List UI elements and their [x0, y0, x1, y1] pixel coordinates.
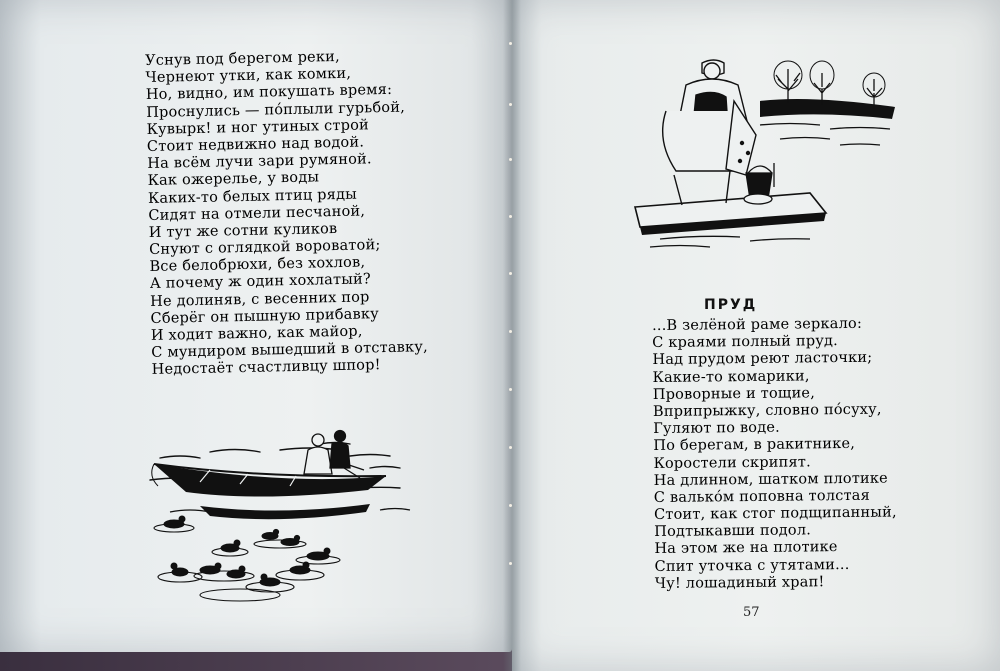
pond-illustration [630, 45, 905, 255]
poem-line: Сидят на отмели песчаной, [148, 203, 366, 224]
poem-line: Не долиняв, с весенних пор [150, 288, 370, 310]
boat-illustration [140, 420, 420, 610]
poem-line: Какие-то комарики, [652, 367, 810, 386]
poem-line: Уснув под берегом реки, [145, 48, 340, 69]
stitch [509, 215, 512, 218]
poem-line: По берегам, в ракитнике, [653, 436, 856, 455]
poem-line: Проснулись — пóплыли гурьбой, [146, 99, 406, 121]
stitch [509, 388, 512, 391]
poem-line: Снуют с оглядкой вороватой; [148, 237, 381, 259]
poem-line: Недостаёт счастливцу шпор! [151, 357, 381, 379]
poem-line: Чернеют утки, как комки, [145, 65, 352, 87]
poem-line: Все белобрюхи, без хохлов, [149, 254, 366, 276]
stitch [509, 158, 512, 161]
poem-line: Каких-то белых птиц ряды [147, 186, 358, 207]
book-gutter [503, 0, 521, 671]
poem-line: Спит уточка с утятами... [654, 556, 850, 575]
page-number: 57 [743, 605, 760, 620]
poem-line: И тут же сотни куликов [148, 220, 338, 241]
poem-line: На длинном, шатком плотике [653, 470, 889, 489]
poem-line: Гуляют по воде. [653, 419, 781, 438]
poem-line: Коростели скрипят. [653, 453, 811, 472]
poem-line: Как ожерелье, у воды [147, 169, 320, 190]
poem-line: Сберёг он пышную прибавку [150, 305, 380, 327]
poem-line: С валькóм поповна толстая [653, 487, 871, 506]
right-poem [652, 315, 898, 593]
poem-line: С мундиром вышедший в отставку, [151, 339, 429, 362]
poem-line: И ходит важно, как майор, [150, 323, 363, 344]
stitch [509, 272, 512, 275]
poem-line: С краями полный пруд. [652, 333, 839, 352]
poem-line: А почему ж один хохлатый? [149, 271, 372, 293]
poem-line: Но, видно, им покушать время: [145, 82, 393, 104]
stitch [509, 562, 512, 565]
poem-title: ПРУД [704, 297, 758, 313]
poem-line: На этом же на плотике [654, 539, 838, 558]
poem-line: Кувырк! и ног утиных строй [146, 117, 370, 138]
poem-line: Проворные и тощие, [652, 385, 816, 403]
poem-line: Подтыкавши подол. [654, 522, 812, 541]
stitch [509, 42, 512, 45]
stitch [509, 504, 512, 507]
stitch [509, 330, 512, 333]
poem-line: Стоит недвижно над водой. [146, 134, 365, 155]
left-poem [145, 47, 428, 379]
stitch [509, 103, 512, 106]
poem-line: Стоит, как стог подщипанный, [653, 504, 897, 524]
poem-line: Вприпрыжку, словно пóсуху, [652, 401, 882, 420]
poem-line: ...В зелёной раме зеркало: [652, 315, 863, 334]
poem-line: На всём лучи зари румяной. [147, 151, 372, 173]
poem-line: Над прудом реют ласточки; [652, 350, 873, 369]
stitch [509, 446, 512, 449]
poem-line: Чу! лошадиный храп! [654, 574, 825, 592]
